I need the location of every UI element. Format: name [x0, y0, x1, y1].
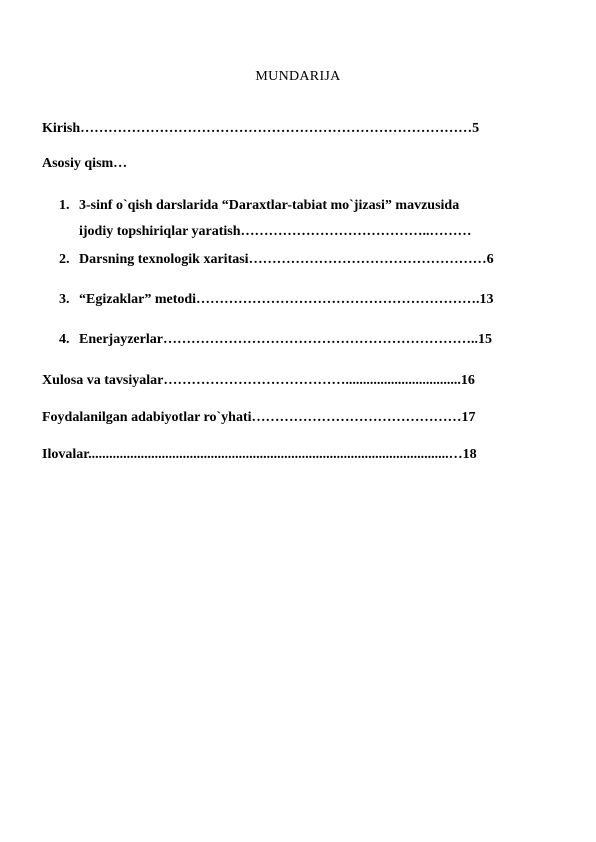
toc-entry-item2: Darsning texnologik xaritasi……………………………………………6 — [79, 252, 494, 267]
toc-entry-xulosa: Xulosa va tavsiyalar………………………………….................................16 — [42, 373, 475, 388]
toc-item-number-3: 3. — [59, 292, 70, 307]
toc-entry-kirish: Kirish…………………………………………………………………………5 — [42, 121, 480, 136]
toc-entry-item4: Enerjayzerlar…………………………………………………………..15 — [79, 332, 492, 347]
toc-item-number-4: 4. — [59, 332, 70, 347]
toc-entry-asosiy-qism: Asosiy qism… — [42, 156, 128, 171]
toc-entry-item1-line1: 3-sinf o`qish darslarida “Daraxtlar-tabiat mo`jizasi” mavzusida — [79, 198, 460, 213]
toc-item-number-1: 1. — [59, 198, 70, 213]
toc-entry-item1-line2: ijodiy topshiriqlar yaratish…………………………………..……… — [79, 224, 472, 239]
page-title: MUNDARIJA — [255, 69, 341, 84]
toc-entry-ilovalar: Ilovalar.......................................................................................................…18 — [42, 447, 477, 462]
toc-entry-foydalanilgan: Foydalanilgan adabiyotlar ro`yhati………………………………………17 — [42, 410, 476, 425]
toc-entry-item3: “Egizaklar” metodi…………………………………………………….13 — [79, 292, 494, 307]
toc-item-number-2: 2. — [59, 252, 70, 267]
